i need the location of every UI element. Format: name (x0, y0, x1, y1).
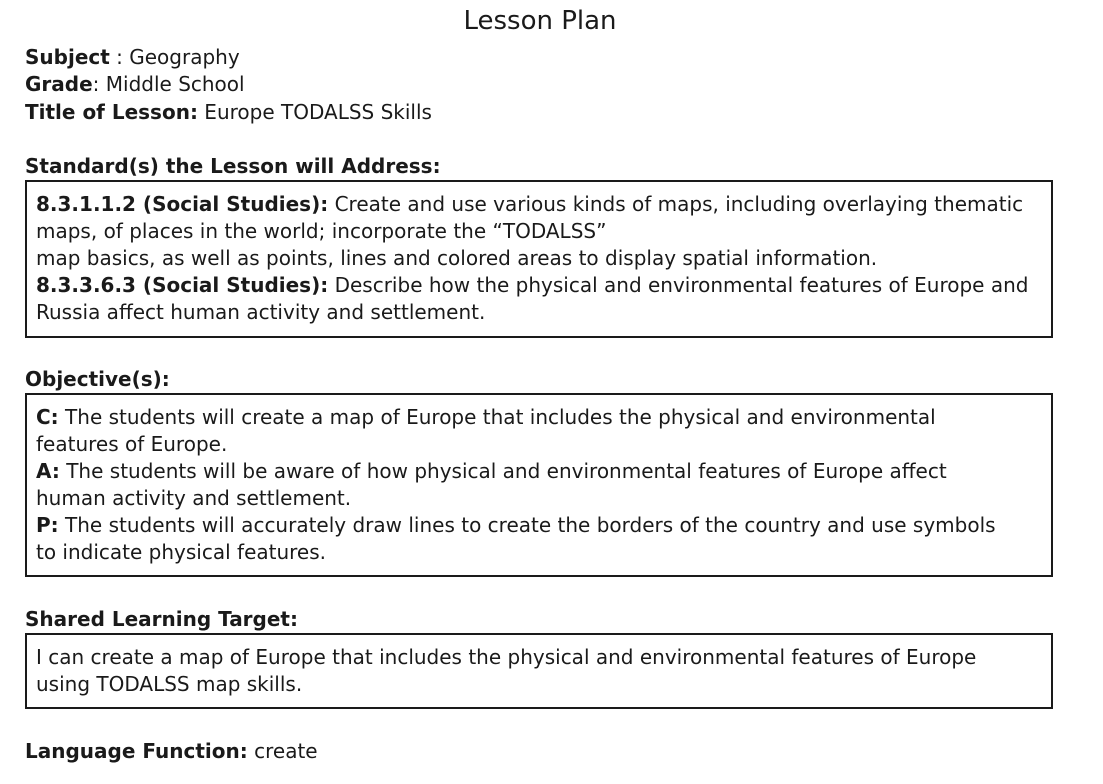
objective-item (36, 458, 1041, 485)
standard-item (36, 272, 1041, 299)
lesson-title-label: Title of Lesson: (25, 100, 198, 124)
objectives-box (25, 393, 1053, 577)
standard-text-continued: maps, of places in the world; incorporate the “TODALSS” (36, 219, 607, 243)
objective-key: P: (36, 513, 59, 537)
objective-text: The students will create a map of Europe that includes the physical and environmental (58, 405, 936, 429)
grade-label: Grade (25, 72, 93, 96)
subject-label: Subject (25, 45, 110, 69)
standard-text: Create and use various kinds of maps, including overlaying thematic (328, 192, 1024, 216)
objective-key: A: (36, 459, 60, 483)
standard-item (36, 191, 1041, 218)
standards-box (25, 180, 1053, 338)
objective-text: The students will accurately draw lines to create the borders of the country and use symbols (58, 513, 996, 537)
objective-text-continued: to indicate physical features. (36, 540, 327, 564)
objective-text-continued: features of Europe. (36, 432, 228, 456)
learning-target-box (25, 633, 1053, 709)
language-function-value: create (247, 739, 318, 763)
subject-separator: : (109, 45, 130, 69)
standard-text: Describe how the physical and environmental features of Europe and (328, 273, 1029, 297)
objectives-heading: Objective(s): (25, 367, 170, 391)
learning-target-text-continued: using TODALSS map skills. (36, 672, 303, 696)
standard-code: 8.3.3.6.3 (Social Studies): (36, 273, 329, 297)
lesson-title-value: Europe TODALSS Skills (197, 100, 432, 124)
objective-item (36, 404, 1041, 431)
subject-value: Geography (129, 45, 240, 69)
objective-text-continued: human activity and settlement. (36, 486, 352, 510)
objective-text: The students will be aware of how physical and environmental features of Europe affect (59, 459, 947, 483)
standard-text-continued: Russia affect human activity and settlement. (36, 300, 486, 324)
learning-target-heading: Shared Learning Target: (25, 607, 298, 631)
document-title: Lesson Plan (463, 6, 617, 36)
language-function-line (25, 738, 318, 765)
language-function-label: Language Function: (25, 739, 248, 763)
standard-code: 8.3.1.1.2 (Social Studies): (36, 192, 329, 216)
lesson-title-line (25, 99, 432, 126)
grade-value: Middle School (105, 72, 245, 96)
standards-heading: Standard(s) the Lesson will Address: (25, 154, 441, 178)
subject-line (25, 44, 240, 71)
grade-line (25, 71, 245, 98)
objective-key: C: (36, 405, 59, 429)
grade-separator: : (92, 72, 106, 96)
standard-text-continued: map basics, as well as points, lines and colored areas to display spatial information. (36, 246, 878, 270)
learning-target-text: I can create a map of Europe that includes the physical and environmental features of Europe (36, 645, 977, 669)
objective-item (36, 512, 1041, 539)
